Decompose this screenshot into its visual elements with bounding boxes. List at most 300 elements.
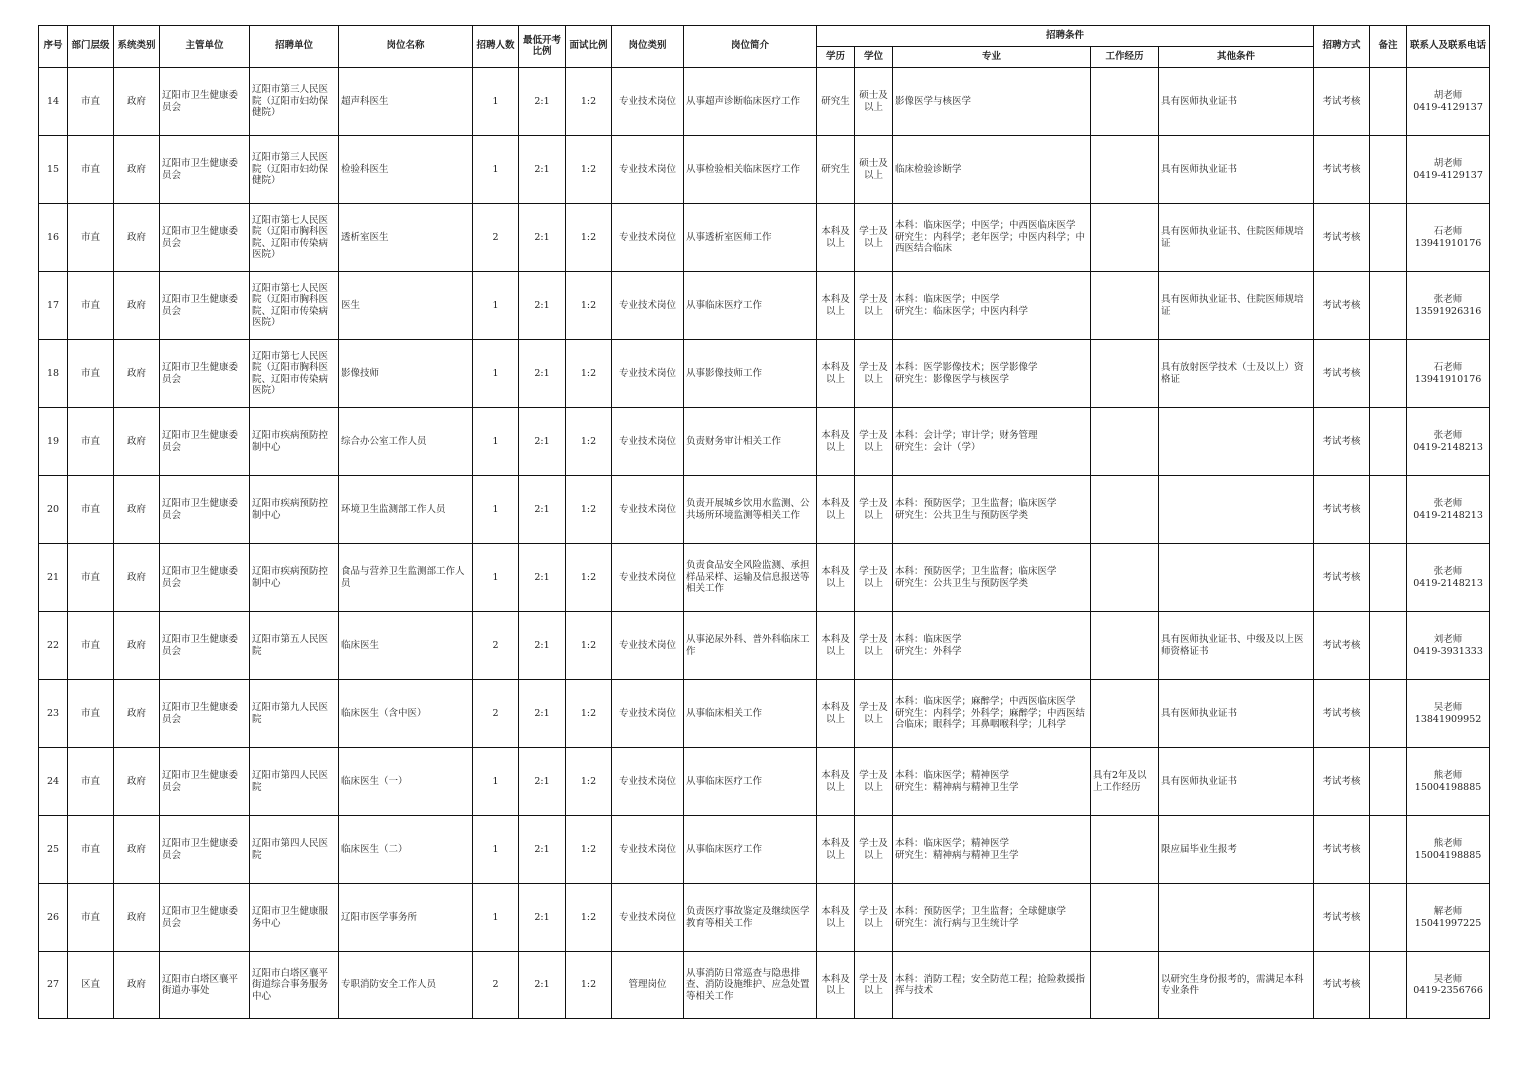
- cell-interview-ratio: 1:2: [566, 748, 612, 816]
- cell-remarks: [1370, 476, 1407, 544]
- cell-degree: 学士及以上: [855, 884, 893, 952]
- cell-interview-ratio: 1:2: [566, 136, 612, 204]
- cell-interview-ratio: 1:2: [566, 612, 612, 680]
- cell-remarks: [1370, 408, 1407, 476]
- cell-degree: 学士及以上: [855, 748, 893, 816]
- cell-remarks: [1370, 136, 1407, 204]
- cell-dept-level: 市直: [68, 476, 114, 544]
- cell-description: 从事透析室医师工作: [684, 204, 817, 272]
- cell-major: 本科：会计学；审计学；财务管理 研究生：会计（学）: [893, 408, 1091, 476]
- header-major: 专业: [893, 47, 1091, 68]
- cell-supervisor: 辽阳市卫生健康委员会: [160, 204, 250, 272]
- cell-unit: 辽阳市第三人民医院（辽阳市妇幼保健院）: [250, 136, 339, 204]
- cell-description: 负责财务审计相关工作: [684, 408, 817, 476]
- cell-min-ratio: 2:1: [519, 408, 566, 476]
- header-position: 岗位名称: [339, 26, 473, 68]
- cell-category: 专业技术岗位: [612, 748, 684, 816]
- header-interview-ratio: 面试比例: [566, 26, 612, 68]
- cell-system-type: 政府: [114, 136, 160, 204]
- cell-count: 1: [473, 476, 519, 544]
- contact-phone: 15004198885: [1414, 781, 1482, 793]
- cell-degree: 学士及以上: [855, 476, 893, 544]
- contact-phone: 0419-2148213: [1413, 577, 1483, 589]
- header-dept-level: 部门层级: [68, 26, 114, 68]
- cell-interview-ratio: 1:2: [566, 816, 612, 884]
- cell-experience: [1091, 272, 1159, 340]
- cell-experience: [1091, 680, 1159, 748]
- cell-major: 本科：临床医学 研究生：外科学: [893, 612, 1091, 680]
- cell-other: [1159, 408, 1314, 476]
- cell-method: 考试考核: [1314, 612, 1370, 680]
- cell-experience: 具有2年及以上工作经历: [1091, 748, 1159, 816]
- cell-system-type: 政府: [114, 340, 160, 408]
- cell-dept-level: 市直: [68, 68, 114, 136]
- cell-other: 具有医师执业证书、住院医师规培证: [1159, 272, 1314, 340]
- cell-interview-ratio: 1:2: [566, 680, 612, 748]
- cell-dept-level: 市直: [68, 680, 114, 748]
- table-row: [39, 272, 1490, 340]
- cell-count: 1: [473, 408, 519, 476]
- cell-remarks: [1370, 612, 1407, 680]
- cell-count: 1: [473, 884, 519, 952]
- cell-method: 考试考核: [1314, 476, 1370, 544]
- cell-min-ratio: 2:1: [519, 816, 566, 884]
- cell-experience: [1091, 816, 1159, 884]
- contact-phone: 15041997225: [1414, 917, 1482, 929]
- cell-degree: 学士及以上: [855, 544, 893, 612]
- cell-education: 本科及以上: [817, 680, 855, 748]
- cell-seq: 26: [39, 884, 68, 952]
- cell-other: [1159, 884, 1314, 952]
- cell-dept-level: 市直: [68, 204, 114, 272]
- cell-education: 本科及以上: [817, 340, 855, 408]
- cell-remarks: [1370, 748, 1407, 816]
- table-row: [39, 816, 1490, 884]
- table-row: [39, 136, 1490, 204]
- cell-position: 临床医生: [339, 612, 473, 680]
- cell-min-ratio: 2:1: [519, 680, 566, 748]
- cell-min-ratio: 2:1: [519, 544, 566, 612]
- header-unit: 招聘单位: [250, 26, 339, 68]
- cell-method: 考试考核: [1314, 748, 1370, 816]
- cell-category: 管理岗位: [612, 952, 684, 1019]
- cell-position: 影像技师: [339, 340, 473, 408]
- cell-unit: 辽阳市第四人民医院: [250, 816, 339, 884]
- cell-dept-level: 区直: [68, 952, 114, 1019]
- cell-position: 临床医生（含中医）: [339, 680, 473, 748]
- cell-major: 本科：临床医学；中医学；中西医临床医学 研究生：内科学；老年医学；中医内科学；中西医结合临床: [893, 204, 1091, 272]
- table-row: [39, 884, 1490, 952]
- cell-experience: [1091, 136, 1159, 204]
- cell-description: 从事临床医疗工作: [684, 748, 817, 816]
- cell-dept-level: 市直: [68, 544, 114, 612]
- cell-position: 辽阳市医学事务所: [339, 884, 473, 952]
- header-method: 招聘方式: [1314, 26, 1370, 68]
- cell-category: 专业技术岗位: [612, 272, 684, 340]
- cell-degree: 学士及以上: [855, 340, 893, 408]
- cell-dept-level: 市直: [68, 748, 114, 816]
- cell-interview-ratio: 1:2: [566, 408, 612, 476]
- header-degree: 学位: [855, 47, 893, 68]
- cell-category: 专业技术岗位: [612, 340, 684, 408]
- cell-category: 专业技术岗位: [612, 816, 684, 884]
- contact-phone: 0419-4129137: [1413, 101, 1483, 113]
- cell-system-type: 政府: [114, 680, 160, 748]
- cell-count: 2: [473, 680, 519, 748]
- cell-education: 研究生: [817, 136, 855, 204]
- cell-dept-level: 市直: [68, 408, 114, 476]
- header-description: 岗位简介: [684, 26, 817, 68]
- cell-count: 1: [473, 748, 519, 816]
- cell-supervisor: 辽阳市卫生健康委员会: [160, 612, 250, 680]
- contact-name: 石老师: [1433, 226, 1463, 237]
- cell-supervisor: 辽阳市卫生健康委员会: [160, 680, 250, 748]
- cell-dept-level: 市直: [68, 136, 114, 204]
- cell-major: 本科：临床医学；精神医学 研究生：精神病与精神卫生学: [893, 816, 1091, 884]
- cell-seq: 25: [39, 816, 68, 884]
- contact-phone: 13591926316: [1414, 305, 1482, 317]
- cell-other: 具有医师执业证书: [1159, 680, 1314, 748]
- cell-category: 专业技术岗位: [612, 544, 684, 612]
- cell-experience: [1091, 884, 1159, 952]
- table-row: [39, 340, 1490, 408]
- cell-degree: 学士及以上: [855, 612, 893, 680]
- cell-min-ratio: 2:1: [519, 884, 566, 952]
- cell-seq: 21: [39, 544, 68, 612]
- cell-dept-level: 市直: [68, 884, 114, 952]
- cell-experience: [1091, 408, 1159, 476]
- cell-method: 考试考核: [1314, 204, 1370, 272]
- cell-other: 限应届毕业生报考: [1159, 816, 1314, 884]
- cell-count: 2: [473, 612, 519, 680]
- cell-other: 具有医师执业证书: [1159, 68, 1314, 136]
- cell-method: 考试考核: [1314, 136, 1370, 204]
- cell-degree: 硕士及以上: [855, 68, 893, 136]
- contact-name: 石老师: [1433, 362, 1463, 373]
- cell-dept-level: 市直: [68, 340, 114, 408]
- contact-phone: 0419-4129137: [1413, 169, 1483, 181]
- cell-degree: 学士及以上: [855, 680, 893, 748]
- cell-unit: 辽阳市疾病预防控制中心: [250, 476, 339, 544]
- cell-method: 考试考核: [1314, 544, 1370, 612]
- cell-min-ratio: 2:1: [519, 748, 566, 816]
- cell-position: 医生: [339, 272, 473, 340]
- cell-remarks: [1370, 544, 1407, 612]
- cell-unit: 辽阳市疾病预防控制中心: [250, 408, 339, 476]
- contact-name: 胡老师: [1433, 158, 1463, 169]
- contact-name: 张老师: [1433, 498, 1463, 509]
- cell-remarks: [1370, 952, 1407, 1019]
- cell-system-type: 政府: [114, 952, 160, 1019]
- header-system-type: 系统类别: [114, 26, 160, 68]
- contact-phone: 0419-2148213: [1413, 441, 1483, 453]
- cell-description: 从事超声诊断临床医疗工作: [684, 68, 817, 136]
- cell-position: 透析室医生: [339, 204, 473, 272]
- cell-experience: [1091, 612, 1159, 680]
- header-conditions: 招聘条件: [817, 26, 1314, 47]
- cell-seq: 19: [39, 408, 68, 476]
- cell-dept-level: 市直: [68, 816, 114, 884]
- contact-name: 吴老师: [1433, 973, 1463, 985]
- cell-unit: 辽阳市第七人民医院（辽阳市胸科医院、辽阳市传染病医院）: [250, 272, 339, 340]
- cell-remarks: [1370, 340, 1407, 408]
- cell-interview-ratio: 1:2: [566, 884, 612, 952]
- table-body: [39, 68, 1490, 1019]
- cell-count: 2: [473, 204, 519, 272]
- cell-experience: [1091, 68, 1159, 136]
- table-row: [39, 952, 1490, 1019]
- contact-name: 解老师: [1433, 906, 1463, 917]
- cell-system-type: 政府: [114, 408, 160, 476]
- cell-description: 从事消防日常巡查与隐患排查、消防设施维护、应急处置等相关工作: [684, 952, 817, 1019]
- cell-contact: [1407, 544, 1490, 612]
- cell-category: 专业技术岗位: [612, 204, 684, 272]
- cell-position: 专职消防安全工作人员: [339, 952, 473, 1019]
- cell-system-type: 政府: [114, 204, 160, 272]
- cell-major: 本科：临床医学；精神医学 研究生：精神病与精神卫生学: [893, 748, 1091, 816]
- cell-count: 2: [473, 952, 519, 1019]
- cell-degree: 硕士及以上: [855, 136, 893, 204]
- cell-unit: 辽阳市第五人民医院: [250, 612, 339, 680]
- cell-seq: 16: [39, 204, 68, 272]
- cell-contact: [1407, 204, 1490, 272]
- cell-interview-ratio: 1:2: [566, 476, 612, 544]
- contact-name: 胡老师: [1433, 90, 1463, 101]
- cell-remarks: [1370, 816, 1407, 884]
- cell-count: 1: [473, 68, 519, 136]
- cell-contact: [1407, 680, 1490, 748]
- table-row: [39, 204, 1490, 272]
- cell-category: 专业技术岗位: [612, 408, 684, 476]
- cell-position: 食品与营养卫生监测部工作人员: [339, 544, 473, 612]
- cell-experience: [1091, 952, 1159, 1019]
- cell-other: 具有医师执业证书、中级及以上医师资格证书: [1159, 612, 1314, 680]
- cell-experience: [1091, 204, 1159, 272]
- cell-remarks: [1370, 272, 1407, 340]
- cell-category: 专业技术岗位: [612, 612, 684, 680]
- cell-min-ratio: 2:1: [519, 952, 566, 1019]
- cell-interview-ratio: 1:2: [566, 68, 612, 136]
- contact-name: 张老师: [1433, 294, 1463, 305]
- cell-supervisor: 辽阳市卫生健康委员会: [160, 136, 250, 204]
- contact-name: 熊老师: [1433, 770, 1463, 781]
- cell-other: 具有医师执业证书: [1159, 136, 1314, 204]
- cell-education: 本科及以上: [817, 748, 855, 816]
- header-education: 学历: [817, 47, 855, 68]
- cell-contact: [1407, 952, 1490, 1019]
- cell-other: [1159, 476, 1314, 544]
- cell-education: 本科及以上: [817, 272, 855, 340]
- cell-degree: 学士及以上: [855, 204, 893, 272]
- cell-min-ratio: 2:1: [519, 612, 566, 680]
- cell-major: 本科：临床医学；麻醉学；中西医临床医学 研究生：内科学；外科学；麻醉学；中西医结合临床；眼科学；耳鼻咽喉科学；儿科学: [893, 680, 1091, 748]
- cell-min-ratio: 2:1: [519, 340, 566, 408]
- cell-contact: [1407, 68, 1490, 136]
- header-other: 其他条件: [1159, 47, 1314, 68]
- cell-contact: [1407, 136, 1490, 204]
- cell-degree: 学士及以上: [855, 952, 893, 1019]
- cell-education: 本科及以上: [817, 204, 855, 272]
- cell-contact: [1407, 748, 1490, 816]
- cell-unit: 辽阳市第三人民医院（辽阳市妇幼保健院）: [250, 68, 339, 136]
- cell-min-ratio: 2:1: [519, 204, 566, 272]
- cell-seq: 18: [39, 340, 68, 408]
- contact-phone: 0419-2356766: [1413, 985, 1483, 996]
- cell-position: 临床医生（二）: [339, 816, 473, 884]
- contact-name: 刘老师: [1433, 634, 1463, 645]
- cell-contact: [1407, 340, 1490, 408]
- cell-dept-level: 市直: [68, 272, 114, 340]
- cell-position: 环境卫生监测部工作人员: [339, 476, 473, 544]
- cell-position: 临床医生（一）: [339, 748, 473, 816]
- cell-description: 负责医疗事故鉴定及继续医学教育等相关工作: [684, 884, 817, 952]
- cell-other: 以研究生身份报考的，需满足本科专业条件: [1159, 952, 1314, 1019]
- cell-experience: [1091, 544, 1159, 612]
- cell-min-ratio: 2:1: [519, 68, 566, 136]
- cell-system-type: 政府: [114, 612, 160, 680]
- cell-method: 考试考核: [1314, 272, 1370, 340]
- cell-method: 考试考核: [1314, 340, 1370, 408]
- header-min-ratio: 最低开考比例: [519, 26, 566, 68]
- table-row: [39, 544, 1490, 612]
- cell-category: 专业技术岗位: [612, 68, 684, 136]
- cell-degree: 学士及以上: [855, 272, 893, 340]
- cell-description: 从事影像技师工作: [684, 340, 817, 408]
- cell-supervisor: 辽阳市白塔区襄平街道办事处: [160, 952, 250, 1019]
- contact-name: 张老师: [1433, 566, 1463, 577]
- cell-major: 本科：预防医学；卫生监督；全球健康学 研究生：流行病与卫生统计学: [893, 884, 1091, 952]
- cell-system-type: 政府: [114, 884, 160, 952]
- cell-contact: [1407, 612, 1490, 680]
- cell-description: 从事临床相关工作: [684, 680, 817, 748]
- cell-education: 本科及以上: [817, 816, 855, 884]
- cell-seq: 22: [39, 612, 68, 680]
- cell-system-type: 政府: [114, 748, 160, 816]
- cell-seq: 27: [39, 952, 68, 1019]
- cell-method: 考试考核: [1314, 884, 1370, 952]
- cell-supervisor: 辽阳市卫生健康委员会: [160, 748, 250, 816]
- cell-count: 1: [473, 272, 519, 340]
- cell-description: 从事临床医疗工作: [684, 272, 817, 340]
- table-row: [39, 612, 1490, 680]
- cell-description: 负责食品安全风险监测、承担样品采样、运输及信息报送等相关工作: [684, 544, 817, 612]
- cell-seq: 23: [39, 680, 68, 748]
- table-row: [39, 408, 1490, 476]
- cell-education: 研究生: [817, 68, 855, 136]
- header-supervisor: 主管单位: [160, 26, 250, 68]
- cell-degree: 学士及以上: [855, 816, 893, 884]
- cell-remarks: [1370, 68, 1407, 136]
- cell-method: 考试考核: [1314, 68, 1370, 136]
- table-row: [39, 68, 1490, 136]
- cell-seq: 24: [39, 748, 68, 816]
- cell-unit: 辽阳市第七人民医院（辽阳市胸科医院、辽阳市传染病医院）: [250, 340, 339, 408]
- cell-system-type: 政府: [114, 272, 160, 340]
- contact-name: 熊老师: [1433, 838, 1463, 849]
- cell-contact: [1407, 272, 1490, 340]
- cell-category: 专业技术岗位: [612, 680, 684, 748]
- cell-dept-level: 市直: [68, 612, 114, 680]
- cell-min-ratio: 2:1: [519, 272, 566, 340]
- cell-method: 考试考核: [1314, 408, 1370, 476]
- cell-count: 1: [473, 544, 519, 612]
- cell-interview-ratio: 1:2: [566, 544, 612, 612]
- cell-contact: [1407, 884, 1490, 952]
- cell-remarks: [1370, 884, 1407, 952]
- cell-major: 本科：预防医学；卫生监督；临床医学 研究生：公共卫生与预防医学类: [893, 544, 1091, 612]
- cell-major: 本科：消防工程；安全防范工程；抢险救援指挥与技术: [893, 952, 1091, 1019]
- cell-description: 从事临床医疗工作: [684, 816, 817, 884]
- contact-phone: 13941910176: [1414, 237, 1482, 249]
- cell-description: 从事检验相关临床医疗工作: [684, 136, 817, 204]
- cell-education: 本科及以上: [817, 544, 855, 612]
- cell-unit: 辽阳市疾病预防控制中心: [250, 544, 339, 612]
- contact-phone: 13941910176: [1414, 373, 1482, 385]
- cell-count: 1: [473, 816, 519, 884]
- table-row: [39, 748, 1490, 816]
- cell-contact: [1407, 816, 1490, 884]
- cell-unit: 辽阳市第七人民医院（辽阳市胸科医院、辽阳市传染病医院）: [250, 204, 339, 272]
- cell-other: 具有医师执业证书、住院医师规培证: [1159, 204, 1314, 272]
- cell-education: 本科及以上: [817, 952, 855, 1019]
- table-header: [39, 26, 1490, 68]
- cell-unit: 辽阳市卫生健康服务中心: [250, 884, 339, 952]
- cell-supervisor: 辽阳市卫生健康委员会: [160, 476, 250, 544]
- contact-phone: 0419-2148213: [1413, 509, 1483, 521]
- contact-name: 吴老师: [1433, 702, 1463, 713]
- cell-method: 考试考核: [1314, 816, 1370, 884]
- cell-supervisor: 辽阳市卫生健康委员会: [160, 68, 250, 136]
- cell-major: 本科：医学影像技术；医学影像学 研究生：影像医学与核医学: [893, 340, 1091, 408]
- cell-interview-ratio: 1:2: [566, 340, 612, 408]
- cell-description: 负责开展城乡饮用水监测、公共场所环境监测等相关工作: [684, 476, 817, 544]
- cell-interview-ratio: 1:2: [566, 204, 612, 272]
- contact-phone: 15004198885: [1414, 849, 1482, 861]
- cell-description: 从事泌尿外科、普外科临床工作: [684, 612, 817, 680]
- cell-other: 具有放射医学技术（士及以上）资格证: [1159, 340, 1314, 408]
- cell-min-ratio: 2:1: [519, 476, 566, 544]
- cell-contact: [1407, 476, 1490, 544]
- cell-category: 专业技术岗位: [612, 884, 684, 952]
- cell-supervisor: 辽阳市卫生健康委员会: [160, 272, 250, 340]
- cell-major: 本科：临床医学；中医学 研究生：临床医学；中医内科学: [893, 272, 1091, 340]
- cell-seq: 15: [39, 136, 68, 204]
- header-experience: 工作经历: [1091, 47, 1159, 68]
- cell-other: 具有医师执业证书: [1159, 748, 1314, 816]
- cell-system-type: 政府: [114, 68, 160, 136]
- cell-count: 1: [473, 136, 519, 204]
- cell-system-type: 政府: [114, 476, 160, 544]
- header-category: 岗位类别: [612, 26, 684, 68]
- header-contact: 联系人及联系电话: [1407, 26, 1490, 68]
- cell-experience: [1091, 476, 1159, 544]
- cell-contact: [1407, 408, 1490, 476]
- cell-supervisor: 辽阳市卫生健康委员会: [160, 340, 250, 408]
- table-row: [39, 680, 1490, 748]
- cell-major: 影像医学与核医学: [893, 68, 1091, 136]
- cell-interview-ratio: 1:2: [566, 272, 612, 340]
- cell-method: 考试考核: [1314, 952, 1370, 1019]
- cell-position: 综合办公室工作人员: [339, 408, 473, 476]
- cell-system-type: 政府: [114, 544, 160, 612]
- cell-seq: 20: [39, 476, 68, 544]
- cell-remarks: [1370, 680, 1407, 748]
- cell-education: 本科及以上: [817, 408, 855, 476]
- cell-supervisor: 辽阳市卫生健康委员会: [160, 408, 250, 476]
- cell-education: 本科及以上: [817, 884, 855, 952]
- cell-min-ratio: 2:1: [519, 136, 566, 204]
- recruitment-table: [38, 25, 1490, 1019]
